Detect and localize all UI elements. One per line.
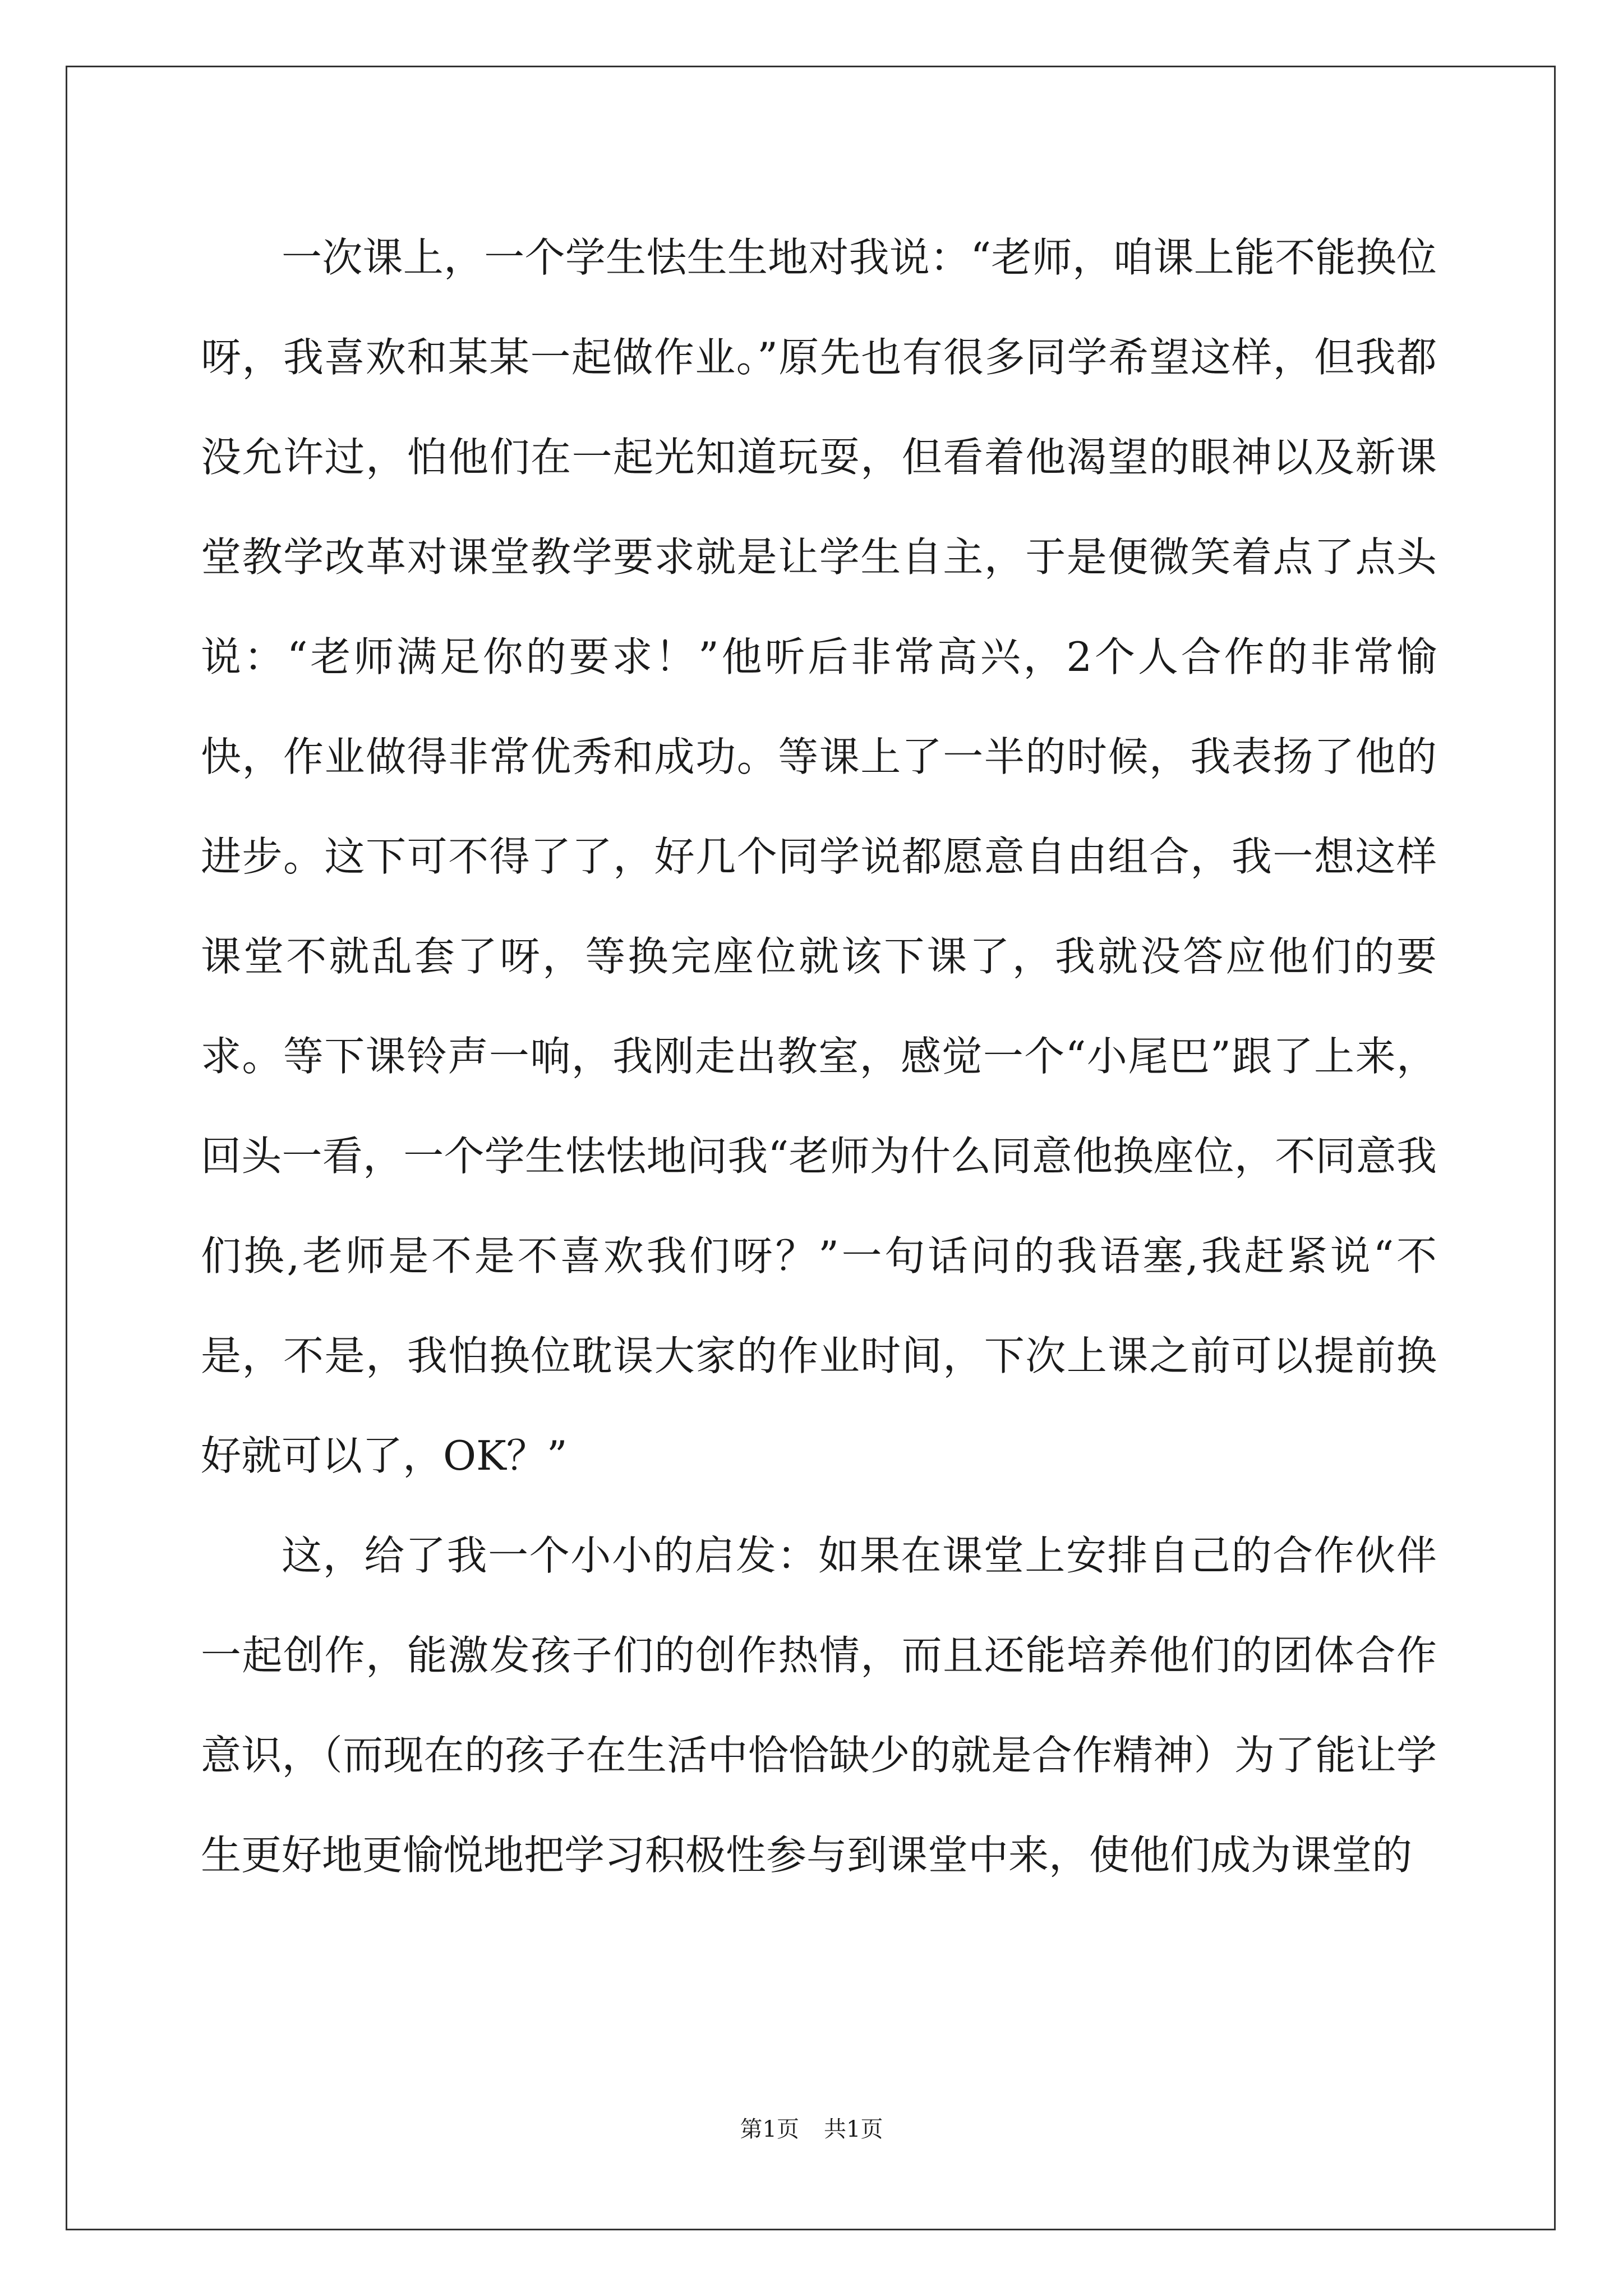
paragraph-1: 一次课上，一个学生怯生生地对我说：“老师，咱课上能不能换位呀，我喜欢和某某一起做作业。”原先也有很多同学希望这样，但我都没允许过，怕他们在一起光知道玩耍，但看着他渴望的眼神以及新课堂教学改革对课堂教学要求就是让学生自主，于是便微笑着点了点头说：“老师满足你的要求！”他听后非常高兴，2个人合作的非常愉快，作业做得非常优秀和成功。等课上了一半的时候，我表扬了他的进步。这下可不得了了，好几个同学说都愿意自由组合，我一想这样课堂不就乱套了呀，等换完座位就该下课了，我就没答应他们的要求。等下课铃声一响，我刚走出教室，感觉一个“小尾巴”跟了上来，回头一看，一个学生怯怯地问我“老师为什么同意他换座位，不同意我们换,老师是不是不喜欢我们呀？”一句话问的我语塞,我赶紧说“不是，不是，我怕换位耽误大家的作业时间，下次上课之前可以提前换好就可以了，OK？” [201,234,1437,1479]
page-footer [0,2115,1623,2144]
page-total: 共1页 [824,2116,883,2142]
page-number: 第1页 [740,2116,799,2142]
document-body [201,208,1437,1905]
paragraph-2: 这，给了我一个小小的启发：如果在课堂上安排自己的合作伙伴一起创作，能激发孩子们的创作热情，而且还能培养他们的团体合作意识，（而现在的孩子在生活中恰恰缺少的就是合作精神）为了能让学生更好地更愉悦地把学习积极性参与到课堂中来，使他们成为课堂的 [201,1532,1437,1879]
